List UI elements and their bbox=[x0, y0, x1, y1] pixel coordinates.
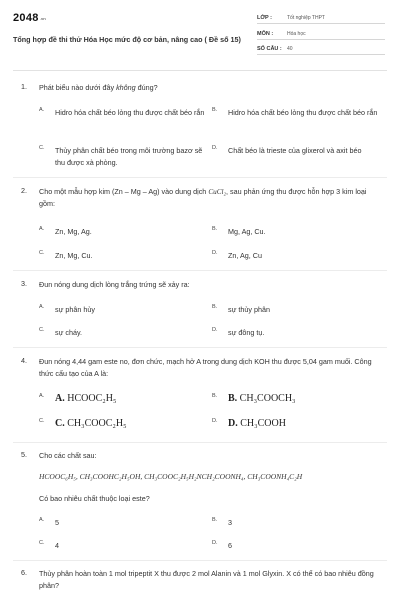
option-letter: C. bbox=[39, 418, 45, 424]
meta-count-row bbox=[257, 42, 385, 55]
formula-list: HCOOC₆H₅, CH₃COOHC₂H₅OH, CH₃COOC₂H₅H₂NCH₂COONH₄, CH₃COONH₄C₂H bbox=[39, 472, 303, 481]
option-text: D. CH₃COOH bbox=[228, 418, 286, 429]
option-text: sự phân hủy bbox=[55, 305, 95, 314]
meta-value: Hóa học bbox=[287, 31, 306, 37]
question-number: 1. bbox=[21, 82, 27, 91]
option-letter: D. bbox=[212, 327, 218, 333]
option-letter: A. bbox=[39, 517, 45, 523]
option-letter: D. bbox=[212, 418, 218, 424]
question-text: Thủy phân hoàn toàn 1 mol tripeptit X thu được 2 mol Alanin và 1 mol Glyxin. X có thể có bao nhiêu đồng phân? bbox=[39, 569, 374, 590]
option-text: C. CH₃COOC₂H₅ bbox=[55, 418, 127, 429]
option-text: Zn, Mg, Ag. bbox=[55, 227, 92, 236]
option-text: Zn, Ag, Cu bbox=[228, 251, 262, 260]
meta-key: SỐ CÂU : bbox=[257, 46, 282, 52]
option-letter: B. bbox=[212, 393, 218, 399]
option-letter: A. bbox=[39, 393, 45, 399]
option-letter: D. bbox=[212, 540, 218, 546]
option-text: A. HCOOC₂H₅ bbox=[55, 393, 117, 404]
question-separator bbox=[13, 347, 387, 348]
option-text: 6 bbox=[228, 541, 232, 550]
question-subtext: Có bao nhiêu chất thuộc loại este? bbox=[39, 494, 150, 503]
option-text: 3 bbox=[228, 518, 232, 527]
option-letter: C. bbox=[39, 145, 45, 151]
option-letter: C. bbox=[39, 540, 45, 546]
option-text: Mg, Ag, Cu. bbox=[228, 227, 266, 236]
question-text: Cho các chất sau: bbox=[39, 451, 97, 460]
option-text: Hidro hóa chất béo lỏng thu được chất béo rắn bbox=[228, 108, 378, 117]
meta-subject-row bbox=[257, 27, 385, 40]
option-text: B. CH₃COOCH₃ bbox=[228, 393, 296, 404]
option-letter: B. bbox=[212, 517, 218, 523]
option-letter: A. bbox=[39, 226, 45, 232]
question-separator bbox=[13, 270, 387, 271]
meta-key: MÔN : bbox=[257, 31, 274, 37]
document-header bbox=[0, 0, 400, 70]
option-letter: D. bbox=[212, 250, 218, 256]
option-text: Thủy phân chất béo trong môi trường bazơ sẽ thu được xà phòng. bbox=[55, 146, 203, 167]
meta-value: 40 bbox=[287, 46, 293, 52]
option-text: sự cháy. bbox=[55, 328, 83, 337]
option-letter: C. bbox=[39, 250, 45, 256]
document-title: Tổng hợp đề thi thử Hóa Học mức độ cơ bản, nâng cao ( Đề số 15) bbox=[13, 35, 241, 44]
question-text: Phát biểu nào dưới đây không đúng? bbox=[39, 83, 158, 92]
option-letter: B. bbox=[212, 107, 218, 113]
option-text: 5 bbox=[55, 518, 59, 527]
meta-value: Tốt nghiệp THPT bbox=[287, 15, 325, 21]
option-letter: A. bbox=[39, 107, 45, 113]
question-separator bbox=[13, 560, 387, 561]
question-number: 2. bbox=[21, 186, 27, 195]
meta-key: LỚP : bbox=[257, 15, 272, 21]
question-number: 3. bbox=[21, 279, 27, 288]
header-divider bbox=[13, 70, 387, 71]
question-text: Cho một mẫu hợp kim (Zn – Mg – Ag) vào dung dịch CuCl₂, sau phản ứng thu được hỗn hợp 3 kim loại gồm: bbox=[39, 187, 367, 208]
option-text: 4 bbox=[55, 541, 59, 550]
option-text: Zn, Mg, Cu. bbox=[55, 251, 93, 260]
question-separator bbox=[13, 177, 387, 178]
option-text: Hidro hóa chất béo lỏng thu được chất béo rắn bbox=[55, 108, 205, 117]
question-number: 6. bbox=[21, 568, 27, 577]
option-text: sự đông tụ. bbox=[228, 328, 265, 337]
option-letter: B. bbox=[212, 304, 218, 310]
question-number: 4. bbox=[21, 356, 27, 365]
question-number: 5. bbox=[21, 450, 27, 459]
site-logo[interactable]: 2048.vn bbox=[13, 12, 46, 24]
option-text: sự thủy phân bbox=[228, 305, 270, 314]
option-letter: B. bbox=[212, 226, 218, 232]
meta-class-row bbox=[257, 11, 385, 24]
option-letter: C. bbox=[39, 327, 45, 333]
question-text: Đun nóng dung dịch lòng trắng trứng sẽ xảy ra: bbox=[39, 280, 190, 289]
option-text: Chất béo là trieste của glixerol và axit béo bbox=[228, 146, 362, 155]
question-text: Đun nóng 4,44 gam este no, đơn chức, mạch hở A trong dung dịch KOH thu được 5,04 gam muối. Công thức cấu tạo của A là: bbox=[39, 357, 372, 378]
question-separator bbox=[13, 442, 387, 443]
option-letter: A. bbox=[39, 304, 45, 310]
option-letter: D. bbox=[212, 145, 218, 151]
